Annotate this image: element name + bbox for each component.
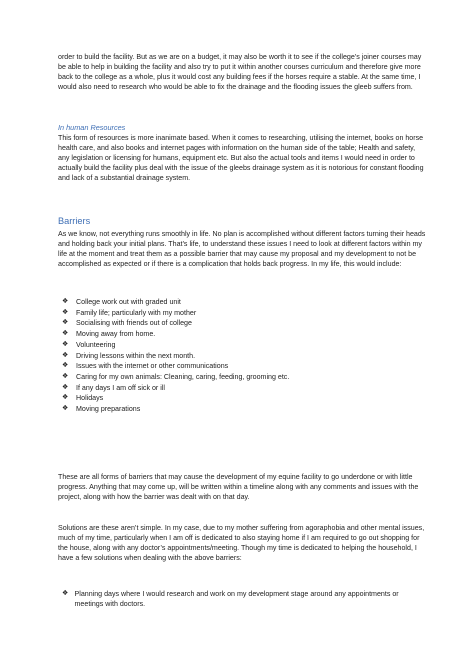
list-item bbox=[62, 340, 289, 351]
diamond-bullet-icon: ❖ bbox=[62, 383, 69, 391]
barriers-list bbox=[62, 297, 289, 415]
diamond-bullet-icon: ❖ bbox=[62, 340, 69, 348]
diamond-bullet-icon: ❖ bbox=[62, 372, 69, 380]
list-item bbox=[62, 393, 289, 404]
list-item bbox=[62, 351, 289, 362]
inhuman-resources-paragraph: This form of resources is more inanimate based. When it comes to researching, utilising the internet, books on horse health care, and also books and internet pages with information on the human side of the table; Health and safety, any legislation or licensing for humans, equipment etc. But also the actual tools and items I would need in order to actually build the facility plus deal with the issue of the gleebs drainage system as it is notorious for constant flooding and lack of a substantial drainage system. bbox=[58, 134, 424, 183]
list-item-text: Moving preparations bbox=[76, 405, 141, 414]
diamond-bullet-icon: ❖ bbox=[62, 362, 69, 370]
list-item-text: Issues with the internet or other communications bbox=[76, 362, 229, 371]
inhuman-resources-heading: In human Resources bbox=[58, 123, 126, 132]
diamond-bullet-icon: ❖ bbox=[62, 319, 69, 327]
list-item bbox=[62, 329, 289, 340]
list-item-text: Driving lessons within the next month. bbox=[76, 351, 196, 360]
list-item bbox=[62, 361, 289, 372]
diamond-bullet-icon: ❖ bbox=[62, 330, 69, 338]
solutions-list bbox=[62, 589, 422, 609]
list-item-text: Holidays bbox=[76, 394, 104, 403]
list-item-text: If any days I am off sick or ill bbox=[76, 383, 165, 392]
diamond-bullet-icon: ❖ bbox=[62, 590, 69, 597]
list-item bbox=[62, 297, 289, 308]
barriers-paragraph: As we know, not everything runs smoothly in life. No plan is accomplished without different factors turning their heads and holding back your initial plans. That’s life, to understand these issues I need to look at different factors within my life at the moment and treat them as a possible barrier that may cause my proposal and my development to not be accomplished as expected or if there is a complication that holds back progress. In my life, this would include: bbox=[58, 230, 426, 269]
summary-paragraph: These are all forms of barriers that may cause the development of my equine facility to go underdone or with little progress. Anything that may come up, will be written within a timeline along with any comments and issues with the project, along with how the barrier was dealt with on that day. bbox=[58, 473, 419, 502]
diamond-bullet-icon: ❖ bbox=[62, 298, 69, 305]
diamond-bullet-icon: ❖ bbox=[62, 394, 69, 402]
list-item bbox=[62, 589, 422, 609]
list-item-text: Planning days where I would research and work on my development stage around any appointments or meetings with doctors. bbox=[74, 590, 399, 609]
list-item bbox=[62, 308, 289, 319]
list-item-text: Family life; particularly with my mother bbox=[76, 308, 197, 317]
list-item bbox=[62, 404, 289, 415]
diamond-bullet-icon: ❖ bbox=[62, 308, 69, 316]
list-item bbox=[62, 383, 289, 394]
list-item-text: Moving away from home. bbox=[76, 330, 156, 339]
list-item-text: Socialising with friends out of college bbox=[76, 319, 192, 328]
list-item-text: Volunteering bbox=[76, 340, 116, 349]
list-item-text: Caring for my own animals: Cleaning, caring, feeding, grooming etc. bbox=[76, 372, 290, 381]
solutions-paragraph: Solutions are these aren’t simple. In my case, due to my mother suffering from agoraphobia and other mental issues, much of my time, particularly when I am off is dedicated to also staying home if I am required to go out shopping for the house, along with any doctor’s appointments/meeting. Though my time is dedicated to helping the household, I have a few solutions when dealing with the above barriers: bbox=[58, 524, 425, 563]
diamond-bullet-icon: ❖ bbox=[62, 405, 69, 413]
list-item-text: College work out with graded unit bbox=[76, 298, 181, 306]
list-item bbox=[62, 372, 289, 383]
intro-paragraph: order to build the facility. But as we are on a budget, it may also be worth it to see if the college’s joiner courses may be able to help in building the facility and also try to put it within another courses curriculum and therefore give more back to the college as a whole, plus it would cost any building fees if the horses require a stable. At the same time, I would also need to research who would be able to fix the drainage and the flooding issues the gleeb suffers from. bbox=[58, 53, 422, 92]
barriers-heading: Barriers bbox=[58, 216, 91, 226]
diamond-bullet-icon: ❖ bbox=[62, 351, 69, 359]
list-item bbox=[62, 318, 289, 329]
